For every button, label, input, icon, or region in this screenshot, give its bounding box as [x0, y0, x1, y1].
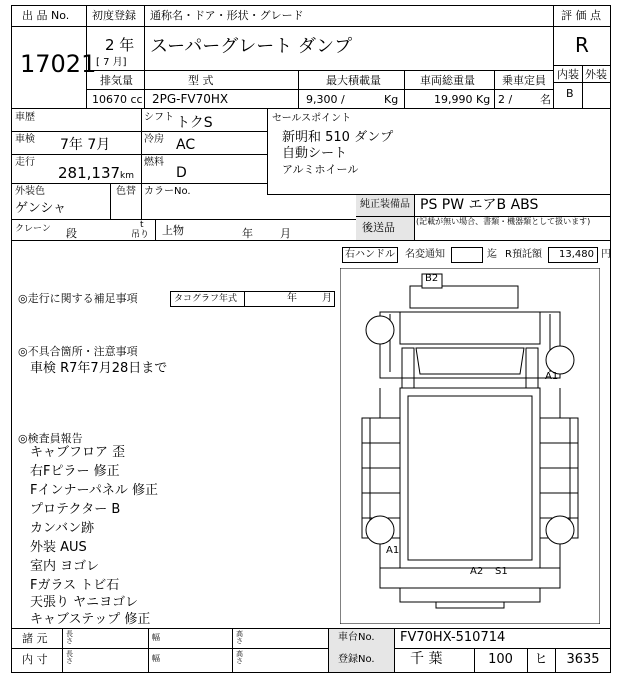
ac-value: AC	[176, 137, 196, 153]
crane-body-label: 上物	[162, 224, 184, 237]
damage-mark: A1	[545, 371, 559, 382]
width-label: 幅	[152, 654, 160, 663]
plate-label: 登録No.	[338, 654, 375, 665]
max-load-value: 9,300 /	[306, 93, 345, 106]
divider	[11, 648, 611, 649]
inspector-report-line: 外装 AUS	[30, 540, 87, 555]
crane-label: クレーン	[15, 224, 51, 234]
sales-point-title: セールスポイント	[272, 113, 352, 124]
plate-kana: ヒ	[534, 652, 548, 667]
inspector-report-title: ◎検査員報告	[18, 432, 83, 445]
exterior-grade-label: 外装	[585, 68, 607, 81]
divider	[11, 183, 267, 184]
damage-mark: S1	[495, 566, 508, 577]
interior-dims-label: 内 寸	[22, 653, 48, 666]
recycle-label: R預託額	[505, 249, 542, 260]
equipment-value: PS PW エアB ABS	[420, 197, 539, 213]
divider	[232, 628, 233, 673]
capacity-unit: 名	[540, 93, 551, 106]
divider	[110, 183, 111, 219]
right-hand-label: 右ハンドル	[345, 249, 395, 260]
capacity-value: 2 /	[498, 93, 513, 106]
color-no-label: カラーNo.	[144, 186, 191, 197]
grade-value: R	[575, 33, 589, 57]
divider	[11, 26, 86, 27]
damage-mark: A1	[386, 545, 400, 556]
divider	[267, 108, 268, 194]
tachograph-month: 月	[322, 293, 332, 304]
divider	[298, 70, 299, 108]
divider	[62, 628, 63, 673]
divider	[582, 65, 583, 108]
divider	[141, 108, 142, 219]
length-label: 長さ	[66, 650, 73, 665]
meter-change-label: 名変通知	[405, 249, 445, 260]
inspector-report-line: Fガラス トビ石	[30, 578, 120, 593]
first-registration-label: 初度登録	[92, 9, 136, 22]
chassis-label: 車台No.	[338, 632, 375, 643]
grade-label: 評 価 点	[561, 9, 601, 22]
color-change-label: 色替	[116, 186, 136, 197]
divider	[86, 70, 553, 71]
capacity-label: 乗車定員	[502, 74, 546, 87]
divider	[553, 26, 611, 27]
divider	[414, 194, 415, 240]
divider	[553, 82, 611, 83]
inspector-report-line: 右Fピラー 修正	[30, 464, 120, 479]
crane-year: 年	[242, 227, 253, 240]
tachograph-label: タコグラフ年式	[174, 294, 238, 304]
model-label: 型 式	[188, 74, 214, 87]
plate-number: 3635	[566, 652, 600, 667]
divider	[494, 70, 495, 108]
interior-grade-label: 内装	[557, 68, 579, 81]
max-load-unit: Kg	[384, 93, 399, 106]
divider	[553, 5, 554, 108]
meter-change-box	[451, 247, 483, 263]
divider	[11, 219, 356, 220]
crane-ton: t	[140, 220, 144, 230]
sales-point-line: 新明和 510 ダンプ	[282, 130, 394, 145]
inspector-report-line: キャブフロア 歪	[30, 445, 126, 460]
vehicle-name-label: 通称名・ドア・形状・グレード	[150, 9, 304, 22]
fuel-label: 燃料	[144, 157, 164, 168]
divider	[148, 628, 149, 673]
divider	[267, 194, 611, 195]
inspection-label: 車検	[15, 134, 35, 145]
divider	[86, 89, 553, 90]
divider	[11, 108, 611, 109]
inspector-report-line: 天張り ヤニヨゴレ	[30, 595, 139, 610]
displacement-label: 排気量	[100, 74, 133, 87]
vehicle-name: スーパーグレート ダンプ	[150, 36, 353, 57]
divider	[144, 5, 145, 70]
inspector-report-line: カンバン跡	[30, 521, 95, 536]
registration-year: 2 年	[105, 36, 135, 54]
plate-class: 100	[488, 652, 513, 667]
model-value: 2PG-FV70HX	[152, 92, 229, 106]
interior-grade-value: B	[566, 87, 574, 100]
sales-point-line: 自動シート	[282, 146, 348, 161]
damage-mark: B2	[425, 273, 439, 284]
divider	[11, 240, 611, 241]
registration-month: [ 7 月]	[96, 57, 127, 68]
gross-weight-value: 19,990 Kg	[434, 93, 491, 106]
docs-label: 後送品	[362, 221, 395, 234]
dimensions-label: 諸 元	[22, 632, 48, 645]
sales-point-line: アルミホイール	[282, 163, 359, 176]
lot-label: 出 品 No.	[22, 9, 70, 22]
meter-change-note: 迄	[487, 249, 497, 260]
displacement-value: 10670 cc	[92, 93, 143, 106]
height-label: 高さ	[236, 630, 243, 645]
recycle-unit: 円	[601, 249, 611, 260]
divider	[11, 131, 267, 132]
divider	[244, 291, 245, 307]
body-color-value: ゲンシャ	[15, 201, 67, 216]
history-label: 車歴	[15, 112, 35, 123]
ac-label: 冷房	[144, 134, 164, 145]
divider	[155, 219, 156, 240]
shift-value: トクS	[176, 115, 213, 131]
plate-region: 千 葉	[410, 651, 443, 667]
divider	[404, 70, 405, 108]
inspector-report-line: 室内 ヨゴレ	[30, 559, 100, 574]
docs-note: (記載が無い場合、書類・機器類として扱います)	[416, 217, 591, 226]
defect-note-line: 車検 R7年7月28日まで	[30, 361, 168, 376]
max-load-label: 最大積載量	[326, 74, 381, 87]
gross-weight-label: 車両総重量	[420, 74, 475, 87]
shift-label: シフト	[144, 112, 174, 123]
divider	[86, 26, 553, 27]
width-label: 幅	[152, 633, 160, 642]
divider	[11, 154, 267, 155]
equipment-label: 純正装備品	[360, 199, 410, 210]
driving-notes-title: ◎走行に関する補足事項	[18, 292, 138, 305]
fuel-value: D	[176, 165, 187, 181]
divider	[11, 628, 611, 629]
inspector-report-line: プロテクター B	[30, 502, 121, 517]
mileage-label: 走行	[15, 157, 35, 168]
crane-month: 月	[280, 227, 291, 240]
inspector-report-line: Fインナーパネル 修正	[30, 483, 158, 498]
divider	[394, 628, 395, 673]
recycle-value: 13,480	[559, 249, 594, 260]
tachograph-year: 年	[287, 293, 297, 304]
damage-mark: A2	[470, 566, 484, 577]
inspector-report-line: キャブステップ 修正	[30, 612, 151, 627]
chassis-number: FV70HX-510714	[400, 630, 506, 645]
defect-notes-title: ◎不具合箇所・注意事項	[18, 345, 138, 358]
crane-stage: 段	[66, 227, 77, 240]
divider	[144, 70, 145, 108]
mileage-unit: km	[120, 171, 134, 181]
length-label: 長さ	[66, 630, 73, 645]
inspection-value: 7年 7月	[60, 137, 111, 153]
lot-number: 17021	[20, 50, 97, 78]
body-color-label: 外装色	[15, 186, 45, 197]
crane-hook: 吊り	[131, 230, 150, 240]
height-label: 高さ	[236, 650, 243, 665]
mileage-value: 281,137	[58, 164, 121, 182]
